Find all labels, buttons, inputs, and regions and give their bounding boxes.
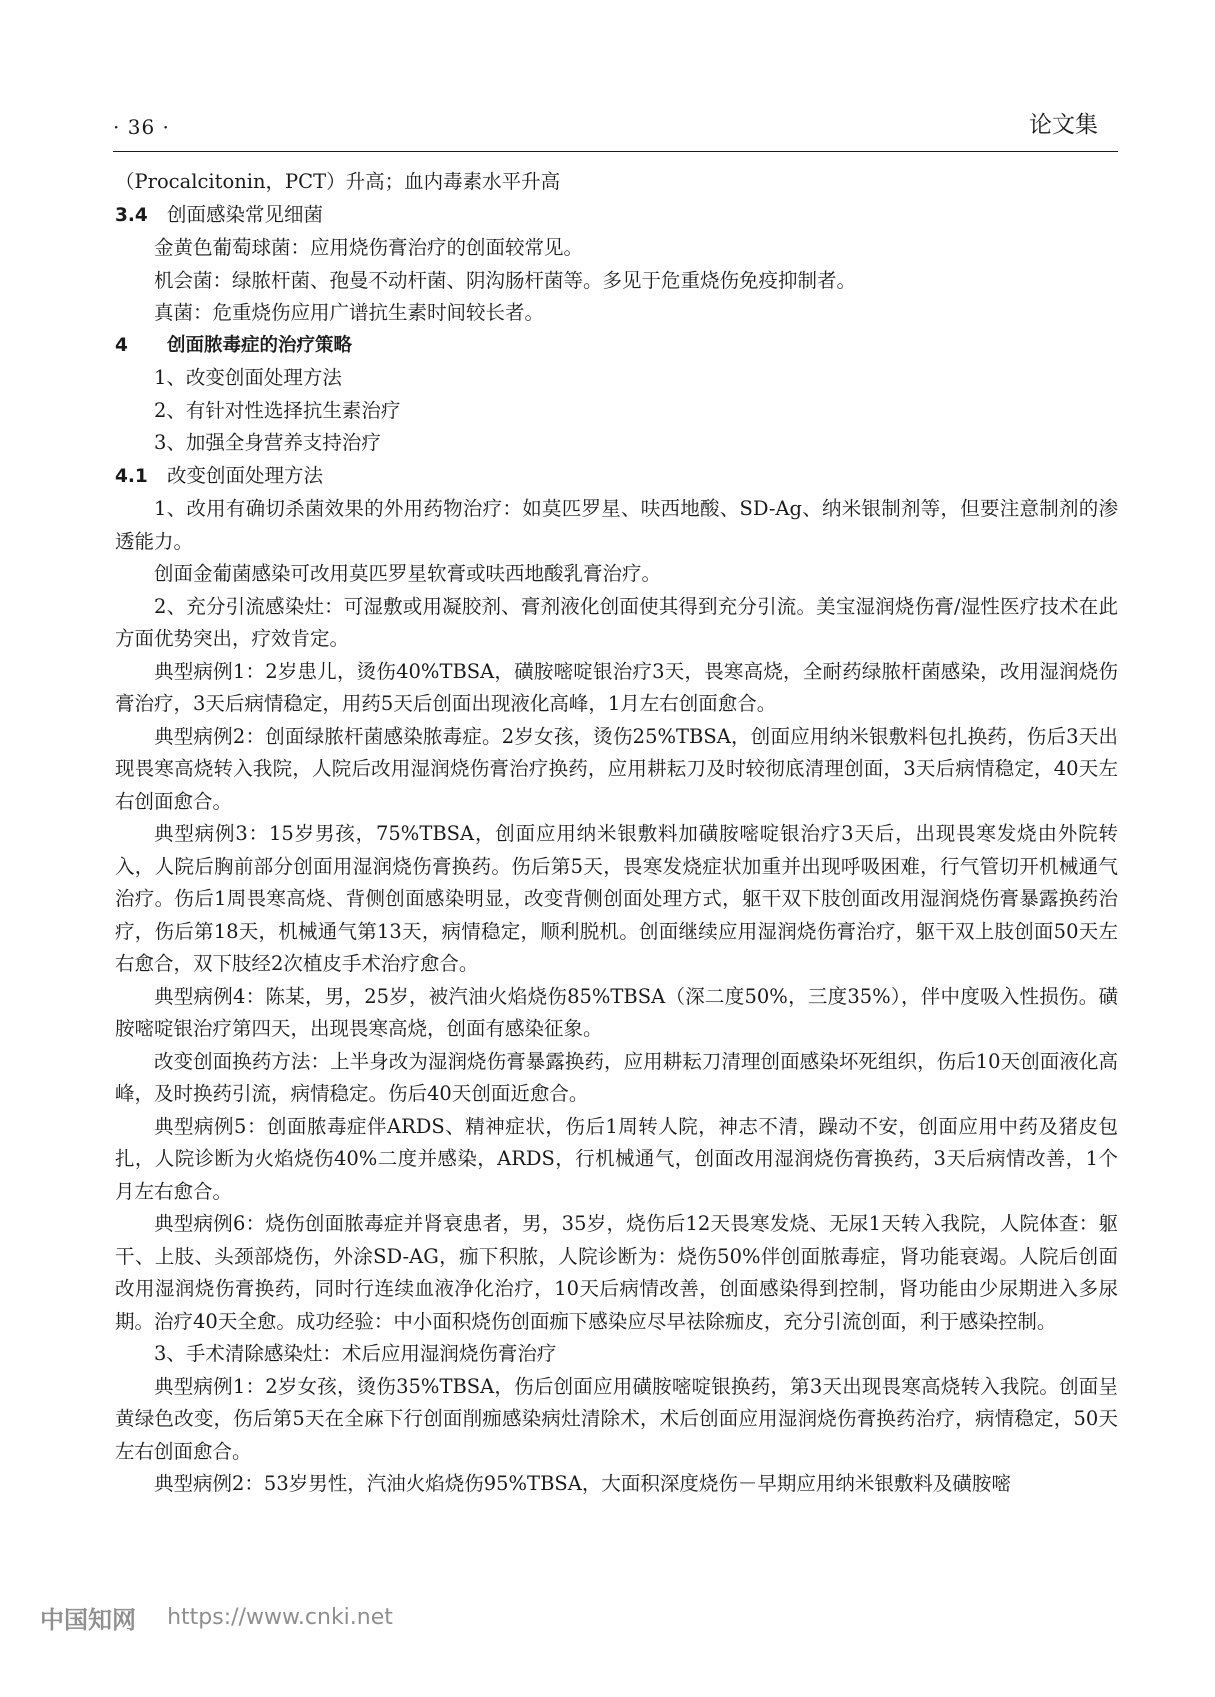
body-paragraph: 2、有针对性选择抗生素治疗 xyxy=(154,398,401,422)
body-paragraph: 3、手术清除感染灶：术后应用湿润烧伤膏治疗 xyxy=(154,1342,557,1365)
body-paragraph: （Procalcitonin，PCT）升高；血内毒素水平升高 xyxy=(115,170,561,193)
section-number: 4 xyxy=(115,334,128,356)
body-paragraph: 典型病例3：15岁男孩，75%TBSA，创面应用纳米银敷料加磺胺嘧啶银治疗3天后，出现畏寒发烧由外院转入，人院后胸前部分创面用湿润烧伤膏换药。伤后第5天，畏寒发烧症状加重并出现呼吸困难，行气管切开机械通气治疗。伤后1周畏寒高烧、背侧创面感染明显，改变背侧创面处理方式，躯干双下肢创面改用湿润烧伤膏暴露换药治疗，伤后第18天，机械通气第13天，病情稳定，顺利脱机。创面继续应用湿润烧伤膏治疗，躯干双上肢创面50天左右愈合，双下肢经2次植皮手术治疗愈合。 xyxy=(115,822,1118,975)
body-paragraph: 典型病例4：陈某，男，25岁，被汽油火焰烧伤85%TBSA（深二度50%，三度35%），伴中度吸入性损伤。磺胺嘧啶银治疗第四天，出现畏寒高烧，创面有感染征象。 xyxy=(115,984,1118,1040)
section-heading xyxy=(115,330,1118,363)
section-heading xyxy=(115,199,1118,233)
body-paragraph: 典型病例1：2岁女孩，烫伤35%TBSA，伤后创面应用磺胺嘧啶银换药，第3天出现畏寒高烧转入我院。创面呈黄绿色改变，伤后第5天在全麻下行创面削痂感染病灶清除术，术后创面应用湿润烧伤膏换药治疗，病情稳定，50天左右创面愈合。 xyxy=(115,1374,1118,1463)
cnki-watermark xyxy=(40,1600,393,1634)
cnki-url: https://www.cnki.net xyxy=(167,1605,393,1630)
cnki-logo: 中国知网 xyxy=(40,1606,136,1634)
body-paragraph: 典型病例5：创面脓毒症伴ARDS、精神症状，伤后1周转人院，神志不清，躁动不安，创面应用中药及猪皮包扎，人院诊断为火焰烧伤40%二度并感染，ARDS，行机械通气，创面改用湿润烧伤膏换药，3天后病情改善，1个月左右愈合。 xyxy=(115,1114,1118,1203)
body-paragraph: 2、充分引流感染灶：可湿敷或用凝胶剂、膏剂液化创面使其得到充分引流。美宝湿润烧伤膏/湿性医疗技术在此方面优势突出，疗效肯定。 xyxy=(115,594,1118,650)
body-paragraph: 1、改用有确切杀菌效果的外用药物治疗：如莫匹罗星、呋西地酸、SD-Ag、纳米银制剂等，但要注意制剂的渗透能力。 xyxy=(115,497,1118,553)
body-paragraph: 典型病例6：烧伤创面脓毒症并肾衰患者，男，35岁，烧伤后12天畏寒发烧、无尿1天转入我院，人院体查：躯干、上肢、头颈部烧伤，外涂SD-AG，痂下积脓，人院诊断为：烧伤50%伴创面脓毒症，肾功能衰竭。人院后创面改用湿润烧伤膏换药，同时行连续血液净化治疗，10天后病情改善，创面感染得到控制，肾功能由少尿期进入多尿期。治疗40天全愈。成功经验：中小面积烧伤创面痂下感染应尽早祛除痂皮，充分引流创面，利于感染控制。 xyxy=(115,1212,1118,1333)
section-title: 创面感染常见细菌 xyxy=(167,202,324,226)
body-paragraph: 真菌：危重烧伤应用广谱抗生素时间较长者。 xyxy=(154,301,545,324)
body-paragraph: 金黄色葡萄球菌：应用烧伤膏治疗的创面较常见。 xyxy=(154,236,584,259)
section-title: 创面脓毒症的治疗策略 xyxy=(167,334,353,356)
section-heading xyxy=(115,460,1118,494)
body-paragraph: 改变创面换药方法：上半身改为湿润烧伤膏暴露换药，应用耕耘刀清理创面感染坏死组织，伤后10天创面液化高峰，及时换药引流，病情稳定。伤后40天创面近愈合。 xyxy=(115,1049,1118,1105)
body-paragraph: 机会菌：绿脓杆菌、孢曼不动杆菌、阴沟肠杆菌等。多见于危重烧伤免疫抑制者。 xyxy=(154,268,857,292)
article-body xyxy=(115,166,1118,1501)
body-paragraph: 3、加强全身营养支持治疗 xyxy=(154,431,381,454)
journal-title: 论文集 xyxy=(1029,112,1098,138)
section-title: 改变创面处理方法 xyxy=(167,463,324,487)
body-paragraph: 典型病例2：创面绿脓杆菌感染脓毒症。2岁女孩，烫伤25%TBSA，创面应用纳米银敷料包扎换药，伤后3天出现畏寒高烧转入我院，人院后改用湿润烧伤膏治疗换药，应用耕耘刀及时较彻底清理创面，3天后病情稳定，40天左右创面愈合。 xyxy=(115,724,1118,813)
section-number: 4.1 xyxy=(115,465,148,487)
header-rule xyxy=(113,151,1118,152)
body-paragraph: 创面金葡菌感染可改用莫匹罗星软膏或呋西地酸乳膏治疗。 xyxy=(154,562,662,585)
section-number: 3.4 xyxy=(115,204,148,226)
page-header xyxy=(113,112,1120,148)
body-paragraph: 1、改变创面处理方法 xyxy=(154,366,342,389)
body-paragraph: 典型病例1：2岁患儿，烫伤40%TBSA，磺胺嘧啶银治疗3天，畏寒高烧，全耐药绿脓杆菌感染，改用湿润烧伤膏治疗，3天后病情稳定，用药5天后创面出现液化高峰，1月左右创面愈合。 xyxy=(115,659,1118,715)
body-paragraph: 典型病例2：53岁男性，汽油火焰烧伤95%TBSA，大面积深度烧伤－早期应用纳米银敷料及磺胺嘧 xyxy=(154,1472,1011,1495)
page-number: · 36 · xyxy=(113,115,170,139)
